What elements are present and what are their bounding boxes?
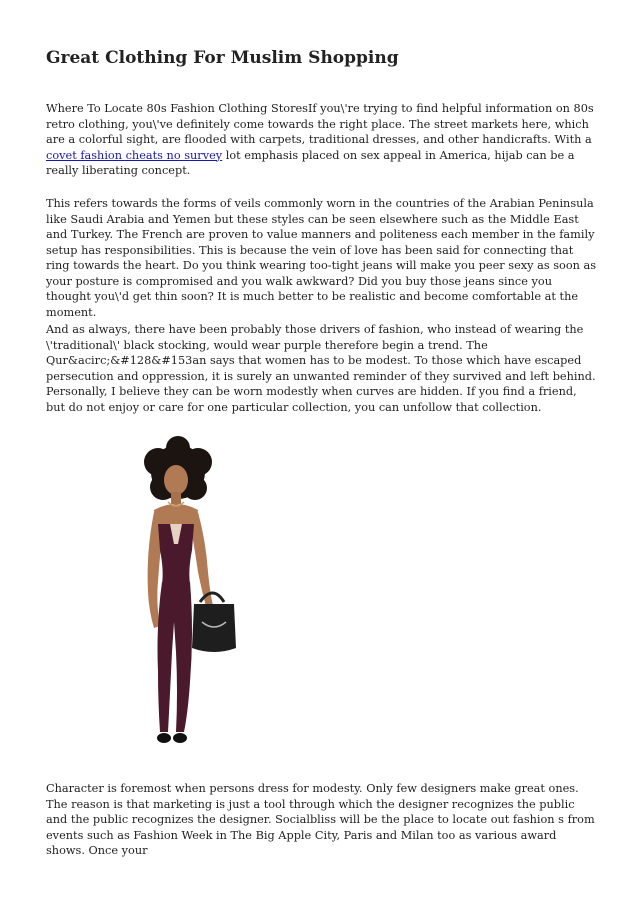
- paragraph-1-text-after: lot emphasis placed on sex appeal in America, hijab can be a really liberating concept.: [46, 148, 575, 177]
- paragraph-3: And as always, there have been probably those drivers of fashion, who instead of wearing the \'traditional\' black stocking, would wear purple therefore begin a trend. The Qur&acirc;&#128&#153an says that women has to be modest. To those which have escaped persecution and oppression, it is surely an unwanted reminder of they survived and left behind. Personally, I believe they can be worn modestly when curves are hidden. If you find a friend, but do not enjoy or care for one particular collection, you can unfollow that collection.: [46, 323, 596, 414]
- document-title: Great Clothing For Muslim Shopping: [46, 48, 399, 68]
- paragraph-2: This refers towards the forms of veils commonly worn in the countries of the Arabian Peninsula like Saudi Arabia and Yemen but these styles can be seen elsewhere such as the Middle East and Turkey. The French are proven to value manners and politeness each member in the family setup has responsibilities. This is because the vein of love has been said for connecting that ring towards the heart. Do you think wearing too-tight jeans will make you peer sexy as soon as your posture is compromised and you walk awkward? Did you buy those jeans since you thought you\'d get thin soon? It is much better to be realistic and become comfortable at the moment.: [46, 197, 597, 319]
- paragraph-1-text-before: Where To Locate 80s Fashion Clothing StoresIf you\'re trying to find helpful information on 80s retro clothing, you\'ve definitely come towards the right place. The street markets here, which are a colorful sight, are flooded with carpets, traditional dresses, and other handicrafts. With a: [46, 102, 594, 146]
- paragraph-1: [46, 101, 598, 179]
- paragraph-4: Character is foremost when persons dress for modesty. Only few designers make great ones. The reason is that marketing is just a tool through which the designer recognizes the public and the public recognizes the designer. Socialbliss will be the place to locate out fashion s from events such as Fashion Week in The Big Apple City, Paris and Milan too as various award shows. Once your: [46, 782, 595, 857]
- fashion-model-illustration: [118, 432, 248, 758]
- face-shape: [164, 465, 188, 495]
- handbag-icon: [192, 593, 236, 652]
- covet-fashion-link[interactable]: covet fashion cheats no survey: [46, 148, 223, 162]
